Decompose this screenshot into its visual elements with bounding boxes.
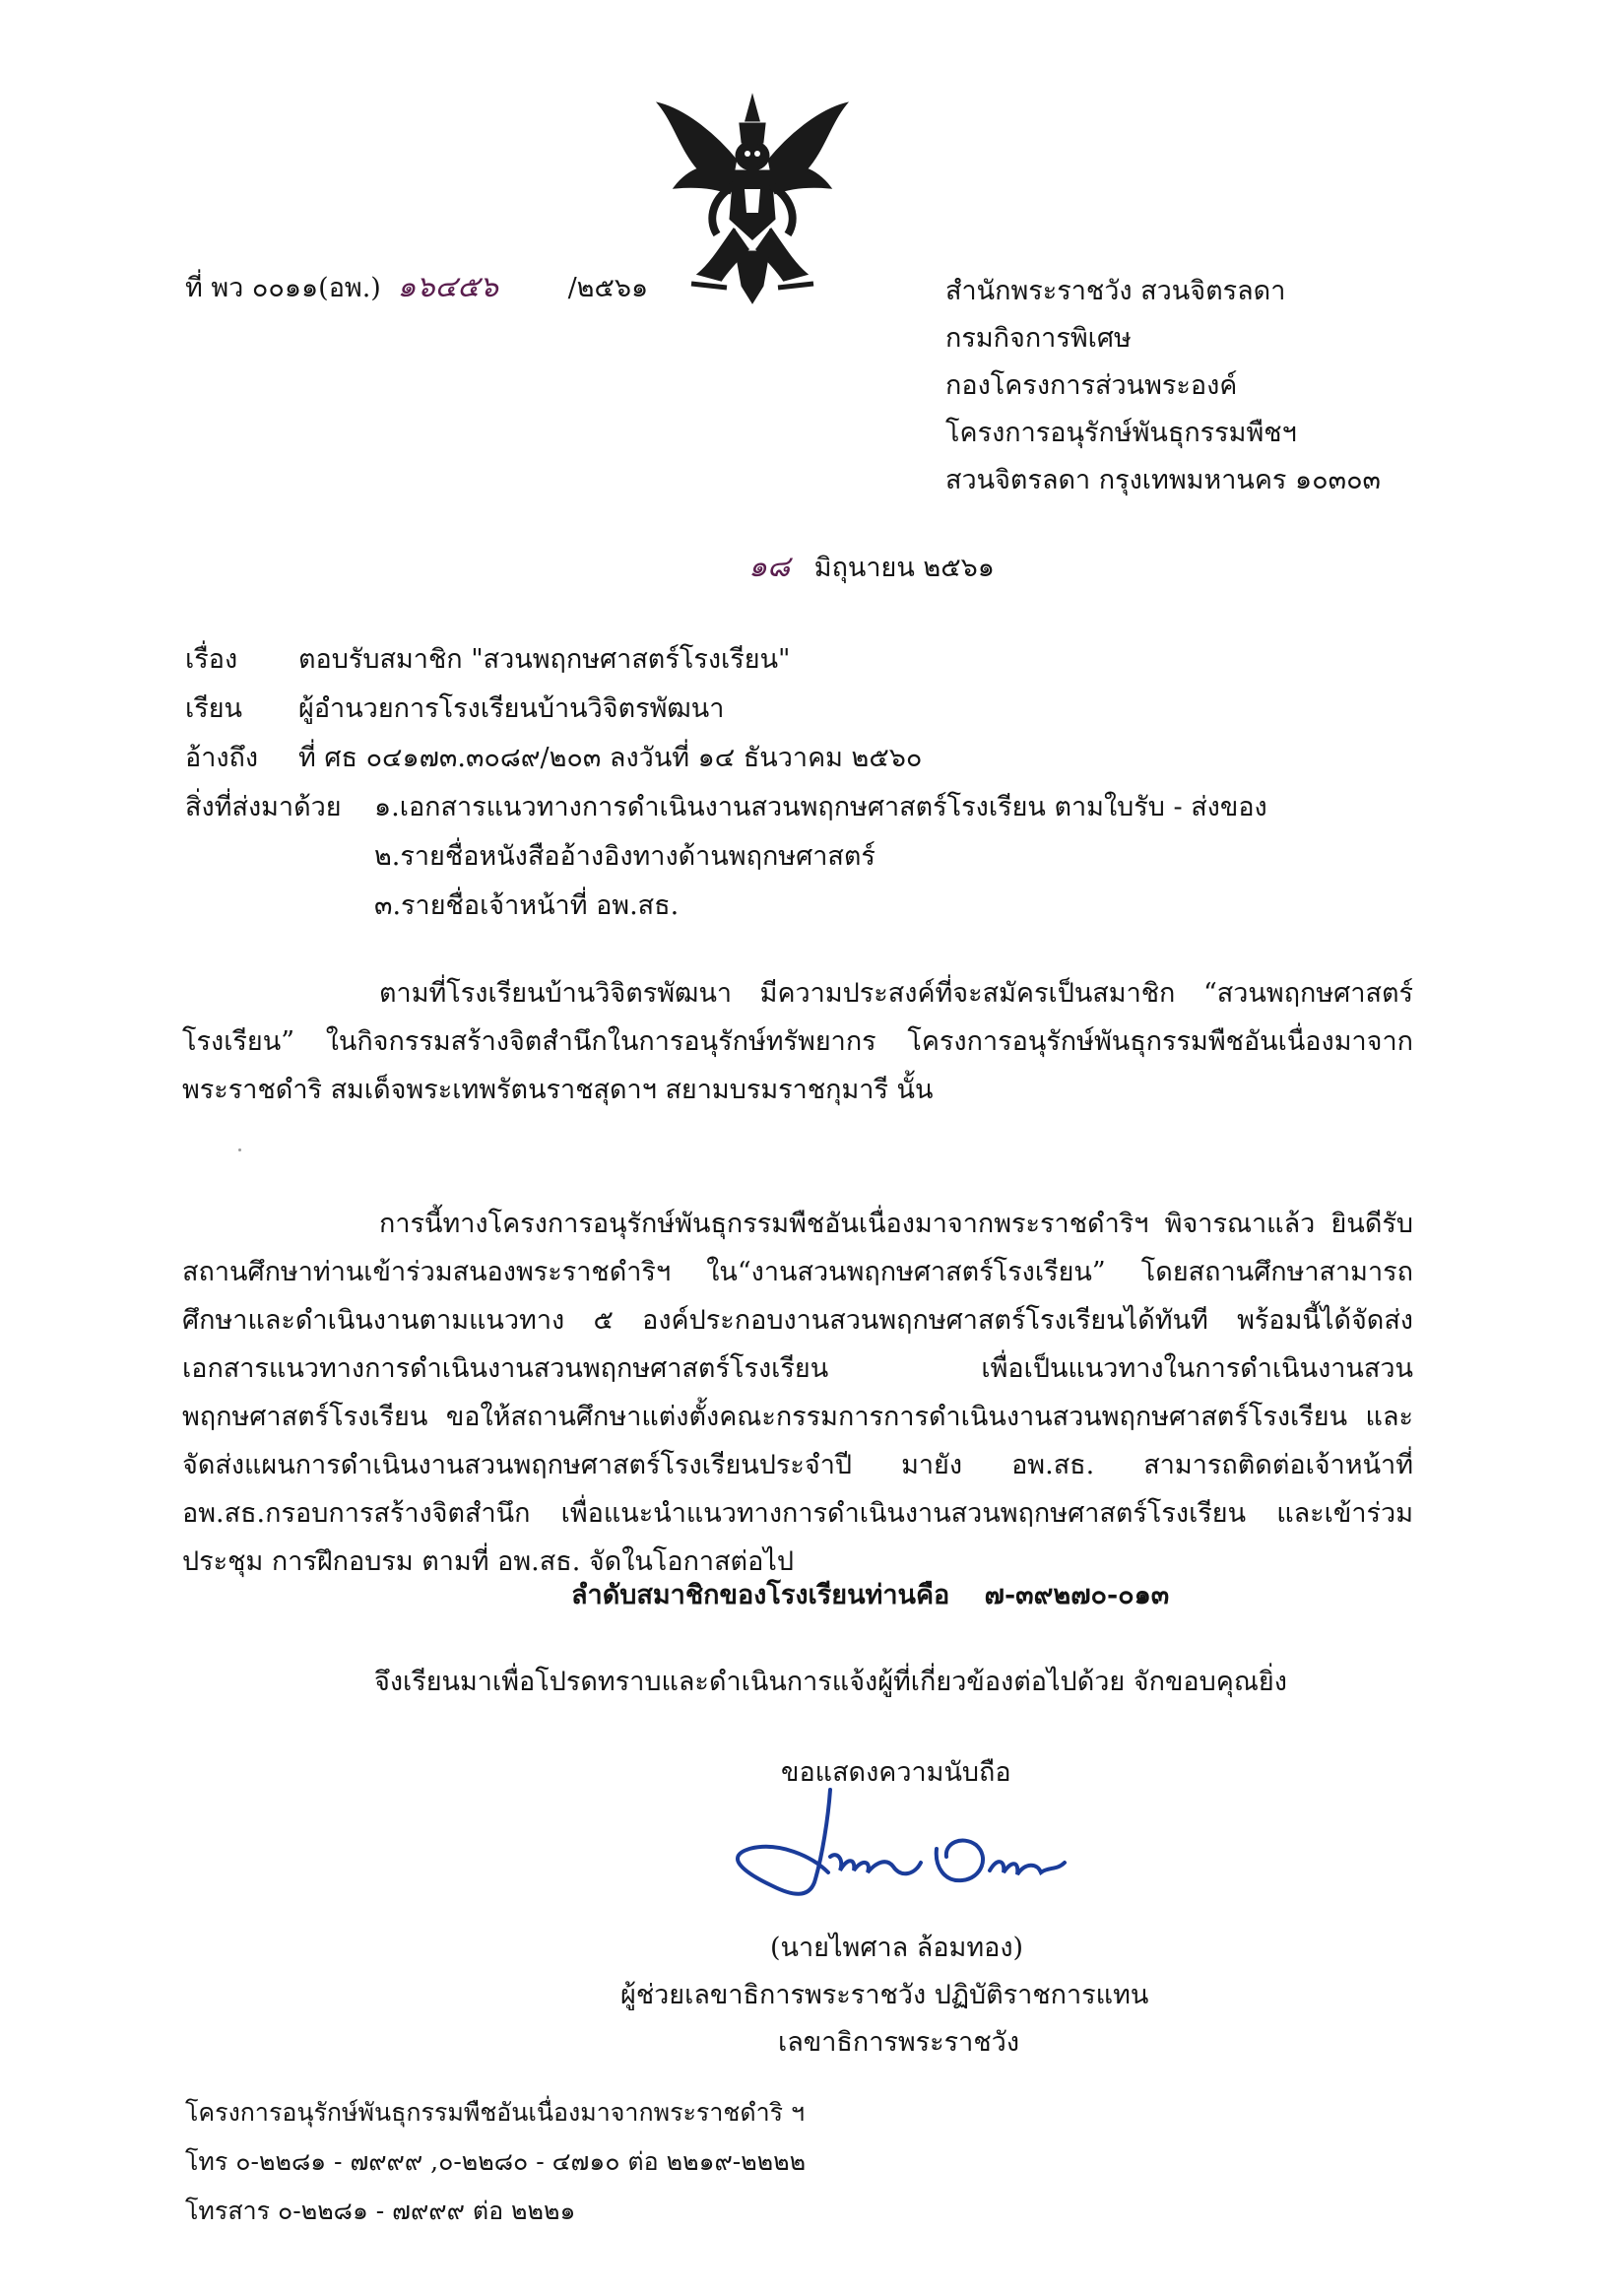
member-number-line xyxy=(571,1576,1169,1615)
address-line: โครงการอนุรักษ์พันธุกรรมพืชฯ xyxy=(945,418,1297,448)
salutation: ขอแสดงความนับถือ xyxy=(781,1757,1011,1788)
reference-prefix: ที่ พว ๐๐๑๑(อพ.) xyxy=(185,273,381,303)
signatory-position-2: เลขาธิการพระราชวัง xyxy=(778,2027,1020,2058)
footer-telephone: โทร ๐-๒๒๘๑ - ๗๙๙๙ ,๐-๒๒๘๐ - ๔๗๑๐ ต่อ ๒๒๑๙-๒๒๒๒ xyxy=(185,2147,807,2176)
enclosure-item: ๓.รายชื่อเจ้าหน้าที่ อพ.สธ. xyxy=(374,890,680,921)
reference-handwritten-number: ๑๖๔๕๖ xyxy=(397,270,498,304)
reference-year: /๒๕๖๑ xyxy=(567,273,649,303)
recipient-value: ผู้อำนวยการโรงเรียนบ้านวิจิตรพัฒนา xyxy=(298,693,725,724)
member-number-value: ๗-๓๙๒๗๐-๐๑๓ xyxy=(984,1580,1170,1610)
footer-contact xyxy=(185,2088,806,2236)
enclosures-label: สิ่งที่ส่งมาด้วย xyxy=(185,792,342,822)
scan-speck xyxy=(238,1148,241,1151)
sender-address xyxy=(945,268,1381,504)
handwritten-signature xyxy=(704,1788,1118,1906)
closing-line: จึงเรียนมาเพื่อโปรดทราบและดำเนินการแจ้งผู้ที่เกี่ยวข้องต่อไปด้วย จักขอบคุณยิ่ง xyxy=(374,1667,1287,1697)
letter-date xyxy=(748,548,995,588)
enclosure-item: ๒.รายชื่อหนังสืออ้างอิงทางด้านพฤกษศาสตร์ xyxy=(374,841,875,872)
address-line: สวนจิตรลดา กรุงเทพมหานคร ๑๐๓๐๓ xyxy=(945,465,1382,495)
body-paragraph-1 xyxy=(182,969,1413,1114)
date-month-year: มิถุนายน ๒๕๖๑ xyxy=(813,553,995,583)
reference-value: ที่ ศธ ๐๔๑๗๓.๓๐๘๙/๒๐๓ ลงวันที่ ๑๔ ธันวาคม ๒๕๖๐ xyxy=(298,743,923,773)
enclosure-item: ๑.เอกสารแนวทางการดำเนินงานสวนพฤกษศาสตร์โรงเรียน ตามใบรับ - ส่งของ xyxy=(374,792,1267,822)
reference-label: อ้างถึง xyxy=(185,743,259,773)
member-number-label: ลำดับสมาชิกของโรงเรียนท่านคือ xyxy=(571,1580,950,1610)
footer-fax: โทรสาร ๐-๒๒๘๑ - ๗๙๙๙ ต่อ ๒๒๒๑ xyxy=(185,2197,576,2225)
body-paragraph-2 xyxy=(182,1200,1413,1586)
date-day-handwritten: ๑๘ xyxy=(748,550,791,584)
address-line: กองโครงการส่วนพระองค์ xyxy=(945,370,1238,401)
reference-number xyxy=(185,268,648,308)
signatory-name: (นายไพศาล ล้อมทอง) xyxy=(770,1933,1024,1963)
paragraph-text: ตามที่โรงเรียนบ้านวิจิตรพัฒนา มีความประสงค์ที่จะสมัครเป็นสมาชิก “สวนพฤกษศาสตร์โรงเรียน” ในกิจกรรมสร้างจิตสำนึกในการอนุรักษ์ทรัพยากร โครงการอนุรักษ์พันธุกรรมพืชอันเนื่องมาจากพระราชดำริ สมเด็จพระเทพรัตนราชสุดาฯ สยามบรมราชกุมารี นั้น xyxy=(182,978,1413,1105)
paragraph-text: การนี้ทางโครงการอนุรักษ์พันธุกรรมพืชอันเนื่องมาจากพระราชดำริฯ พิจารณาแล้ว ยินดีรับสถานศึกษาท่านเข้าร่วมสนองพระราชดำริฯ ใน“งานสวนพฤกษศาสตร์โรงเรียน” โดยสถานศึกษาสามารถศึกษาและดำเนินงานตามแนวทาง ๕ องค์ประกอบงานสวนพฤกษศาสตร์โรงเรียนได้ทันที พร้อมนี้ได้จัดส่งเอกสารแนวทางการดำเนินงานสวนพฤกษศาสตร์โรงเรียน เพื่อเป็นแนวทางในการดำเนินงานสวนพฤกษศาสตร์โรงเรียน ขอให้สถานศึกษาแต่งตั้งคณะกรรมการการดำเนินงานสวนพฤกษศาสตร์โรงเรียน และจัดส่งแผนการดำเนินงานสวนพฤกษศาสตร์โรงเรียนประจำปี มายัง อพ.สธ. สามารถติดต่อเจ้าหน้าที่ อพ.สธ.กรอบการสร้างจิตสำนึก เพื่อแนะนำแนวทางการดำเนินงานสวนพฤกษศาสตร์โรงเรียน และเข้าร่วมประชุม การฝึกอบรม ตามที่ อพ.สธ. จัดในโอกาสต่อไป xyxy=(182,1209,1413,1577)
subject-label: เรื่อง xyxy=(185,644,238,675)
address-line: สำนักพระราชวัง สวนจิตรลดา xyxy=(945,276,1286,306)
signatory-position: ผู้ช่วยเลขาธิการพระราชวัง ปฏิบัติราชการแทน xyxy=(620,1980,1149,2010)
recipient-label: เรียน xyxy=(185,693,243,724)
footer-organization: โครงการอนุรักษ์พันธุกรรมพืชอันเนื่องมาจากพระราชดำริ ฯ xyxy=(185,2098,806,2127)
garuda-emblem-icon xyxy=(652,91,853,309)
subject-value: ตอบรับสมาชิก "สวนพฤกษศาสตร์โรงเรียน" xyxy=(298,644,791,675)
address-line: กรมกิจการพิเศษ xyxy=(945,323,1132,354)
